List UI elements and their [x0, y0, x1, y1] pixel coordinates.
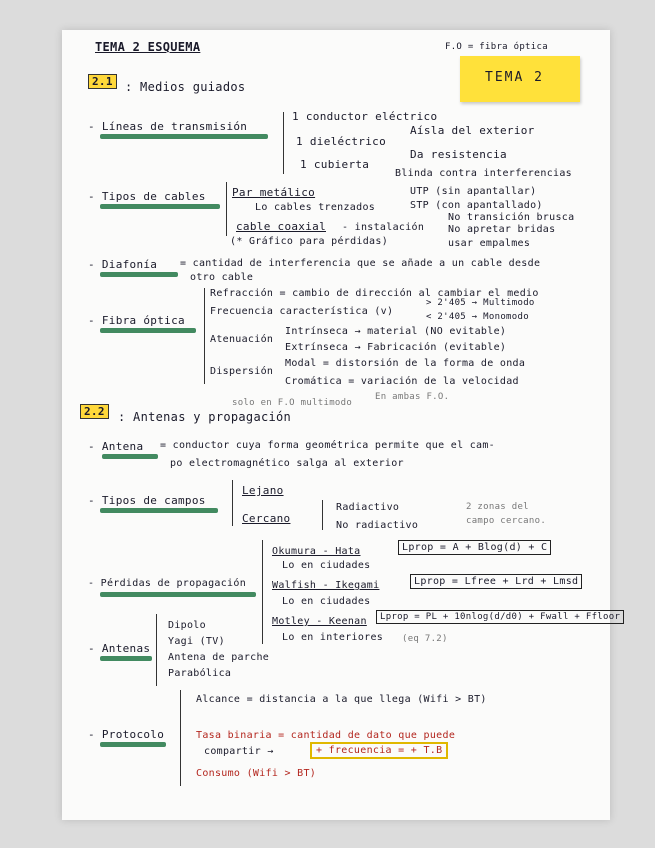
tipos-instalacion: - instalación [342, 222, 425, 233]
brace-line [156, 614, 157, 686]
tipos-g1: No transición brusca [448, 212, 575, 223]
antena-text-1: = conductor cuya forma geométrica permite que el cam- [160, 440, 495, 451]
page-title: TEMA 2 ESQUEMA [95, 40, 201, 54]
highlight-bar [100, 272, 178, 277]
header-note: F.O = fibra óptica [445, 42, 548, 52]
highlight-bar [100, 204, 220, 209]
perdidas-label: - Pérdidas de propagación [88, 578, 247, 589]
fibra-dispersion: Dispersión [210, 366, 274, 377]
section-number-2-2: 2.2 [80, 404, 109, 419]
campos-lejano: Lejano [242, 484, 284, 497]
fibra-modal: Modal = distorsión de la forma de onda [285, 358, 526, 369]
fibra-label: - Fibra óptica [88, 314, 185, 327]
sticky-note-label: TEMA 2 [485, 70, 544, 85]
perdidas-modelo-3: Motley - Keenan [272, 616, 367, 627]
perdidas-modelo-1: Okumura - Hata [272, 546, 361, 557]
fibra-refraccion: Refracción = cambio de dirección al cambiar el medio [210, 288, 539, 299]
antena-label: - Antena [88, 440, 144, 453]
fibra-atenuacion: Atenuación [210, 334, 274, 345]
highlight-bar [100, 592, 256, 597]
brace-line [180, 690, 181, 786]
perdidas-ecuacion-3: Lprop = PL + 10nlog(d/d0) + Fwall + Ffloor [376, 610, 624, 624]
tipos-utp: UTP (sin apantallar) [410, 186, 537, 197]
antenas-dipolo: Dipolo [168, 620, 206, 631]
protocolo-alcance: Alcance = distancia a la que llega (Wifi > BT) [196, 694, 487, 705]
lineas-c1: 1 conductor eléctrico [292, 110, 438, 123]
tipos-g3: usar empalmes [448, 238, 531, 249]
protocolo-label: - Protocolo [88, 728, 165, 741]
perdidas-ecuacion-2: Lprop = Lfree + Lrd + Lmsd [410, 574, 582, 589]
brace-line [226, 182, 227, 236]
highlight-bar [100, 134, 268, 139]
diafonia-text-2: otro cable [190, 272, 254, 283]
fibra-monomodo: < 2'405 → Monomodo [426, 312, 529, 322]
diafonia-text-1: = cantidad de interferencia que se añade a un cable desde [180, 258, 541, 269]
lineas-r2: Da resistencia [410, 148, 507, 161]
fibra-nota-2: En ambas F.O. [375, 392, 450, 402]
lineas-c2: 1 dieléctrico [296, 135, 386, 148]
tipos-stp: STP (con apantallado) [410, 200, 543, 211]
fibra-multimodo: > 2'405 → Multimodo [426, 298, 535, 308]
tipos-coaxial: cable coaxial [236, 220, 326, 233]
highlight-bar [100, 742, 166, 747]
fibra-extrinseca: Extrínseca → Fabricación (evitable) [285, 342, 507, 353]
protocolo-tasa: Tasa binaria = cantidad de dato que puede [196, 730, 456, 741]
section-title-2-1: : Medios guiados [125, 80, 246, 94]
perdidas-modelo-2: Walfish - Ikegami [272, 580, 380, 591]
antenas-parabolica: Parabólica [168, 668, 232, 679]
highlight-bar [100, 508, 218, 513]
highlight-bar [102, 454, 158, 459]
section-number-2-1: 2.1 [88, 74, 117, 89]
protocolo-compartir: compartir → [204, 746, 274, 757]
highlight-bar [100, 656, 152, 661]
tipos-par: Par metálico [232, 186, 316, 199]
perdidas-ciudad-1: Lo en ciudades [282, 560, 371, 571]
fibra-nota-1: solo en F.O multimodo [232, 398, 353, 408]
perdidas-ecuacion-1: Lprop = A + Blog(d) + C [398, 540, 551, 555]
tipos-label: - Tipos de cables [88, 190, 206, 203]
tipos-grafico: (* Gráfico para pérdidas) [230, 236, 389, 247]
tipos-g2: No apretar bridas [448, 224, 556, 235]
antenas-yagi: Yagi (TV) [168, 636, 225, 647]
lineas-r3: Blinda contra interferencias [395, 168, 572, 179]
brace-line [283, 112, 284, 174]
protocolo-consumo: Consumo (Wifi > BT) [196, 768, 317, 779]
perdidas-interiores: Lo en interiores [282, 632, 384, 643]
campos-label: - Tipos de campos [88, 494, 206, 507]
fibra-intrinseca: Intrínseca → material (NO evitable) [285, 326, 507, 337]
lineas-r1: Aísla del exterior [410, 124, 535, 137]
fibra-frecuencia: Frecuencia característica (v) [210, 306, 394, 317]
perdidas-ciudad-2: Lo en ciudades [282, 596, 371, 607]
lineas-c3: 1 cubierta [300, 158, 370, 171]
brace-line [232, 480, 233, 526]
brace-line [322, 500, 323, 530]
diafonia-label: - Diafonía [88, 258, 158, 271]
section-title-2-2: : Antenas y propagación [118, 410, 292, 424]
campos-cercano: Cercano [242, 512, 291, 525]
protocolo-frecuencia-box: + frecuencia = + T.B [310, 742, 448, 759]
brace-line [204, 288, 205, 384]
highlight-bar [100, 328, 196, 333]
perdidas-eq-ref: (eq 7.2) [402, 634, 448, 644]
fibra-cromatica: Cromática = variación de la velocidad [285, 376, 519, 387]
antena-text-2: po electromagnético salga al exterior [170, 458, 404, 469]
antenas-parche: Antena de parche [168, 652, 270, 663]
tipos-trenzados: Lo cables trenzados [255, 202, 376, 213]
antenas-label: - Antenas [88, 642, 151, 655]
campos-no-radiactivo: No radiactivo [336, 520, 419, 531]
lineas-label: - Líneas de transmisión [88, 120, 248, 133]
campos-zonas-2: campo cercano. [466, 516, 547, 526]
brace-line [262, 540, 263, 644]
campos-zonas-1: 2 zonas del [466, 502, 529, 512]
campos-radiactivo: Radiactivo [336, 502, 400, 513]
